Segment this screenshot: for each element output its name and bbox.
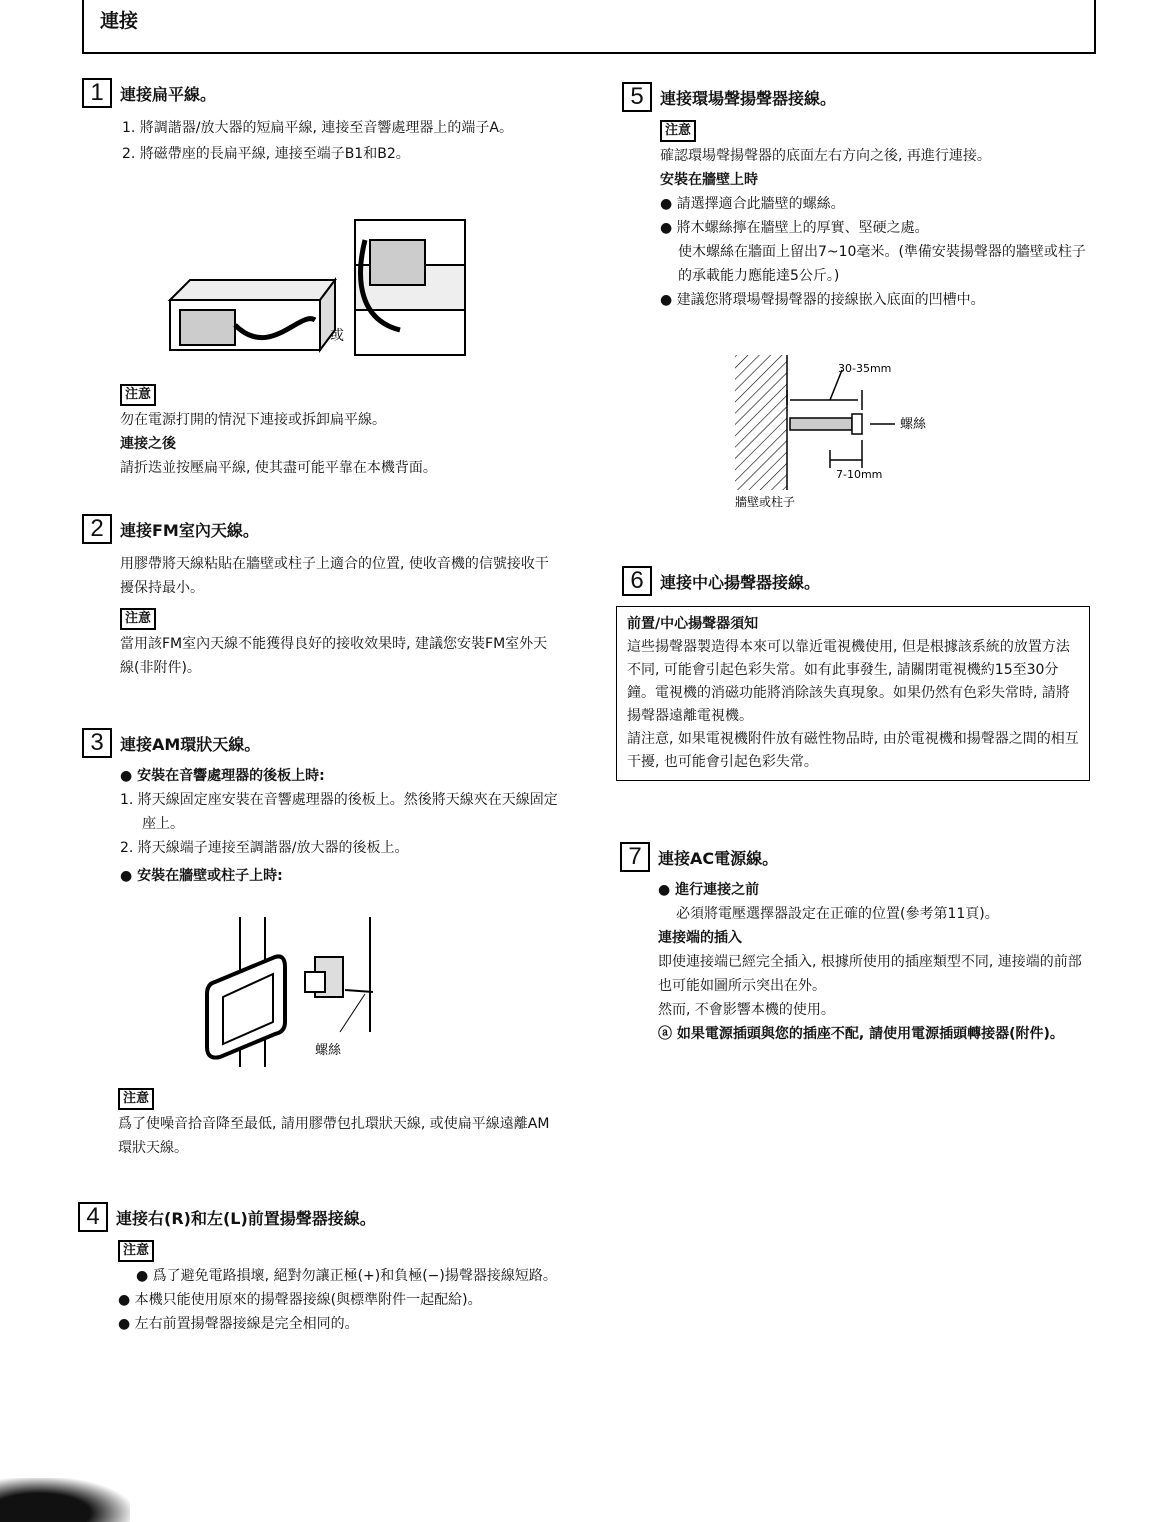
wall-label: 牆壁或柱子 — [735, 495, 796, 509]
adapter-mark: ⓐ — [658, 1026, 672, 1042]
adapter-text: 如果電源插頭與您的插座不配, 請使用電源插頭轉接器(附件)。 — [676, 1026, 1064, 1042]
note-text: 確認環場聲揚聲器的底面左右方向之後, 再進行連接。 — [660, 148, 991, 164]
dim-top-label: 30-35mm — [838, 362, 892, 375]
section-title: 連接AM環狀天線。 — [120, 734, 261, 754]
after-text: 請折迭並按壓扁平線, 使其盡可能平靠在本機背面。 — [120, 460, 437, 476]
note-tag: 注意 — [120, 608, 156, 630]
detail-text: 使木螺絲在牆面上留出7~10毫米。(準備安裝揚聲器的牆壁或柱子的承載能力應能達5公斤。) — [678, 244, 1086, 284]
insert-text: 即使連接端已經完全插入, 根據所使用的插座類型不同, 連接端的前部也可能如圖所示突出在外。 — [658, 954, 1082, 994]
page-title: 連接 — [100, 10, 139, 32]
header-box — [82, 0, 1096, 54]
section-title: 連接扁平線。 — [120, 84, 217, 104]
section-2 — [82, 514, 562, 680]
note-tag: 注意 — [120, 384, 156, 406]
section-7 — [620, 842, 1090, 1046]
insert-title: 連接端的插入 — [658, 930, 742, 946]
bullet-item: ● 請選擇適合此牆壁的螺絲。 — [660, 192, 1092, 216]
figure-flat-cable — [160, 200, 490, 370]
note-text: 勿在電源打開的情況下連接或拆卸扁平線。 — [120, 412, 386, 428]
section-title: 連接環場聲揚聲器接線。 — [660, 88, 837, 108]
screw-label: 螺絲 — [315, 1043, 342, 1058]
scan-blot — [0, 1478, 130, 1522]
note-tag: 注意 — [118, 1088, 154, 1110]
note-text: 爲了使噪音拾音降至最低, 請用膠帶包扎環狀天線, 或使扁平線遠離AM環狀天線。 — [118, 1116, 550, 1156]
section-5 — [622, 82, 1092, 312]
voltage-text: 必須將電壓選擇器設定在正確的位置(參考第11頁)。 — [676, 906, 999, 922]
bullet-rear-panel: ● 安裝在音響處理器的後板上時: — [120, 764, 560, 788]
bullet-item: ● 本機只能使用原來的揚聲器接線(與標準附件一起配給)。 — [118, 1288, 558, 1312]
bullet-wall: ● 安裝在牆壁或柱子上時: — [120, 864, 560, 888]
note-text: 當用該FM室內天線不能獲得良好的接收效果時, 建議您安裝FM室外天線(非附件)。 — [120, 636, 548, 676]
step-1: 1. 將天線固定座安裝在音響處理器的後板上。然後將天線夾在天線固定座上。 — [120, 792, 558, 832]
note-tag: 注意 — [660, 120, 696, 142]
bullet-item: ● 建議您將環場聲揚聲器的接線嵌入底面的凹槽中。 — [660, 288, 1092, 312]
wall-title: 安裝在牆壁上時 — [660, 172, 758, 188]
box-title: 前置/中心揚聲器須知 — [627, 616, 759, 632]
section-4 — [78, 1202, 568, 1336]
section-number: 7 — [620, 842, 650, 872]
section-3-notes — [118, 1086, 558, 1160]
or-label: 或 — [330, 328, 344, 344]
section-title: 連接右(R)和左(L)前置揚聲器接線。 — [116, 1208, 376, 1228]
dim-bottom-label: 7-10mm — [836, 468, 883, 481]
section-number: 2 — [82, 514, 112, 544]
step-2: 2. 將磁帶座的長扁平線, 連接至端子B1和B2。 — [122, 146, 410, 162]
note-tag: 注意 — [118, 1240, 154, 1262]
bullet-item: ● 左右前置揚聲器接線是完全相同的。 — [118, 1312, 558, 1336]
body-text: 用膠帶將天線粘貼在牆壁或柱子上適合的位置, 使收音機的信號接收干擾保持最小。 — [120, 556, 549, 596]
step-1: 1. 將調諧器/放大器的短扁平線, 連接至音響處理器上的端子A。 — [122, 120, 514, 136]
section-number: 1 — [82, 78, 112, 108]
section-title: 連接FM室內天線。 — [120, 520, 259, 540]
box-text: 這些揚聲器製造得本來可以靠近電視機使用, 但是根據該系統的放置方法不同, 可能會引起色彩失常。如有此事發生, 請關閉電視機約15至30分鐘。電視機的消磁功能將消除該失真現象。如果仍然有色彩失常時, 請將揚聲器遠離電視機。 — [627, 639, 1070, 724]
section-3 — [82, 728, 562, 888]
bullet-before-connect: ● 進行連接之前 — [658, 878, 1090, 902]
section-number: 4 — [78, 1202, 108, 1232]
insert-text-2: 然而, 不會影響本機的使用。 — [658, 1002, 835, 1018]
figure-am-antenna — [195, 912, 395, 1072]
section-title: 連接AC電源線。 — [658, 848, 779, 868]
section-1 — [82, 78, 562, 166]
figure-wall-screw — [730, 350, 960, 515]
section-title: 連接中心揚聲器接線。 — [660, 572, 821, 592]
section-number: 5 — [622, 82, 652, 112]
section-6 — [622, 566, 1092, 596]
section-1-notes — [120, 382, 560, 480]
center-speaker-notice-box — [616, 606, 1090, 781]
section-number: 3 — [82, 728, 112, 758]
bullet-item: ● 爲了避免電路損壞, 絕對勿讓正極(+)和負極(−)揚聲器接線短路。 — [118, 1264, 558, 1288]
step-2: 2. 將天線端子連接至調諧器/放大器的後板上。 — [120, 840, 409, 856]
screw-label: 螺絲 — [900, 417, 927, 432]
box-text-2: 請注意, 如果電視機附件放有磁性物品時, 由於電視機和揚聲器之間的相互干擾, 也可能會引起色彩失常。 — [627, 731, 1079, 770]
after-title: 連接之後 — [120, 436, 176, 452]
section-number: 6 — [622, 566, 652, 596]
bullet-item: ● 將木螺絲擰在牆壁上的厚實、堅硬之處。 — [660, 216, 1092, 240]
